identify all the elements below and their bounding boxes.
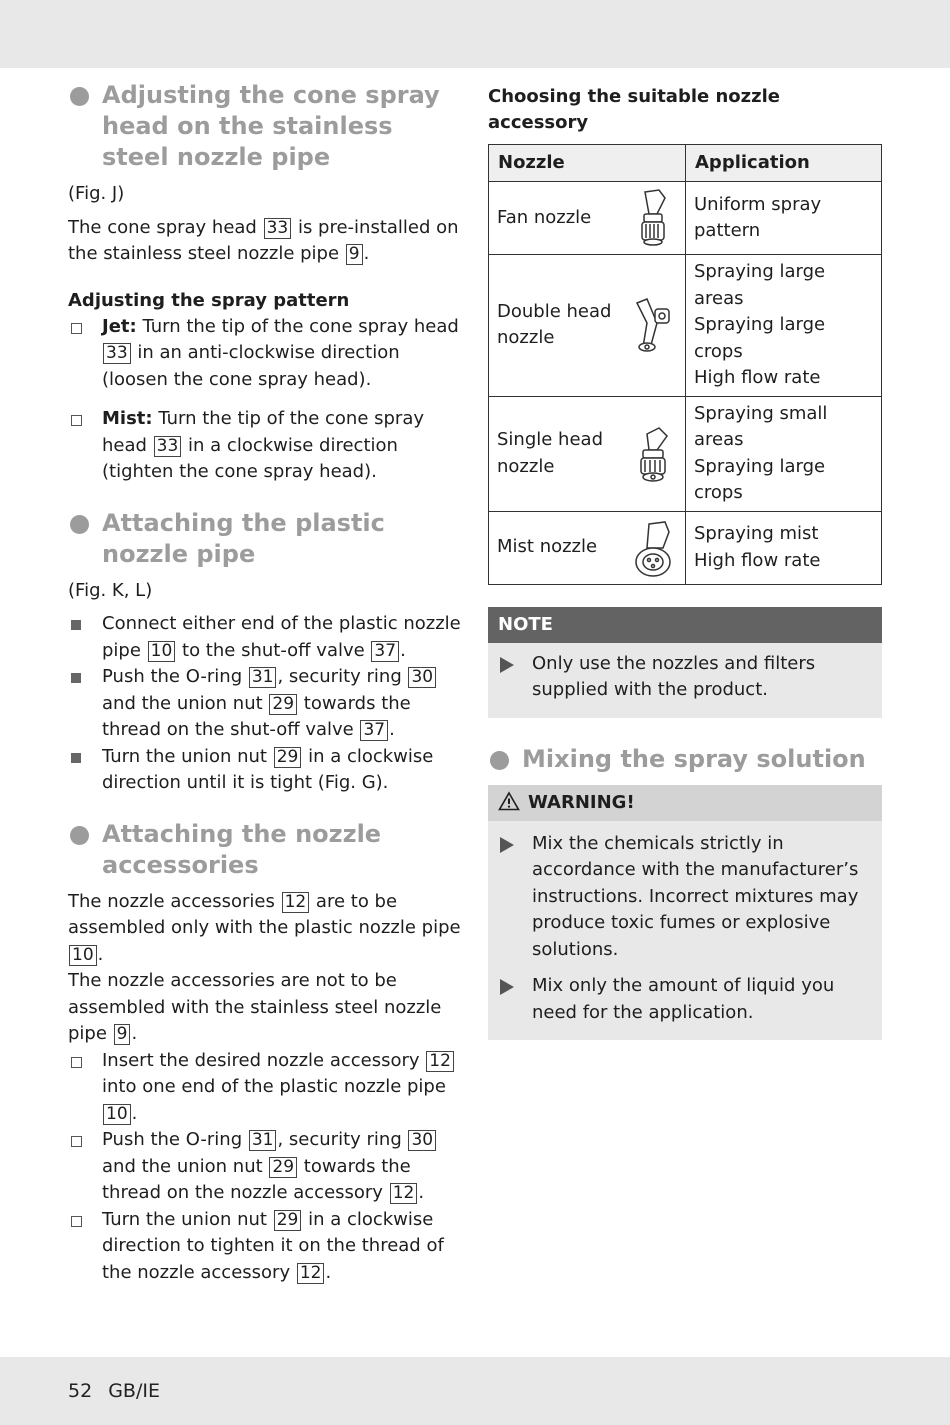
nozzle-cell: Double head nozzle <box>489 255 686 397</box>
fig-ref: (Fig. K, L) <box>68 579 153 601</box>
nozzle-table <box>488 144 882 585</box>
double-head-nozzle-icon <box>631 295 675 355</box>
warning-item: Mix only the amount of liquid you need for the application. <box>498 973 866 1026</box>
paragraph: The nozzle accessories are not to be assembled with the stainless steel nozzle pipe 9 . <box>68 970 442 1044</box>
step-list <box>68 1048 463 1287</box>
bullet-dot-icon <box>70 826 89 845</box>
page-footer <box>68 1380 176 1402</box>
table-header-row <box>489 145 882 182</box>
checkbox-square-icon <box>71 1048 85 1074</box>
table-title: Choosing the suitable nozzle accessory <box>488 86 780 133</box>
nozzle-cell: Fan nozzle <box>489 182 686 255</box>
part-number: 37 <box>360 720 388 741</box>
note-heading: NOTE <box>488 607 882 643</box>
part-number: 33 <box>154 436 182 457</box>
step-item: Push the O-ring 31 , security ring 30 and the union nut 29 towards the thread on the nozzle accessory 12 . <box>68 1127 463 1207</box>
single-head-nozzle-icon <box>631 424 675 484</box>
square-bullet-icon <box>71 664 85 690</box>
fig-ref: (Fig. J) <box>68 183 125 204</box>
square-bullet-icon <box>71 611 85 637</box>
warning-box <box>488 785 882 1041</box>
section-heading-mixing: Mixing the spray solution <box>488 744 882 775</box>
bullet-dot-icon <box>70 515 89 534</box>
part-number: 31 <box>249 1130 277 1151</box>
step-item: Turn the union nut 29 in a clockwise direction to tighten it on the thread of the nozzle accessory 12 . <box>68 1207 463 1287</box>
part-number: 12 <box>426 1051 454 1072</box>
paragraph: The nozzle accessories 12 are to be assembled only with the plastic nozzle pipe 10 . <box>68 890 461 965</box>
warning-triangle-icon <box>498 791 520 811</box>
triangle-bullet-icon <box>500 979 514 995</box>
table-row <box>489 511 882 584</box>
part-number: 10 <box>103 1104 131 1125</box>
triangle-bullet-icon <box>500 657 514 673</box>
table-row <box>489 182 882 255</box>
locale-label: GB/IE <box>108 1380 160 1402</box>
list-item: Push the O-ring 31 , security ring 30 and the union nut 29 towards the thread on the shut-off valve 37 . <box>68 664 463 744</box>
mist-nozzle-icon <box>631 518 675 578</box>
application-cell: Uniform spray pattern <box>686 182 882 255</box>
list-item: Turn the union nut 29 in a clockwise direction until it is tight (Fig. G). <box>68 744 463 797</box>
table-row <box>489 255 882 397</box>
paragraph: The cone spray head 33 is pre-installed on the stainless steel nozzle pipe 9 . <box>68 216 459 264</box>
step-item: Mist: Turn the tip of the cone spray head 33 in a clockwise direction (tighten the cone spray head). <box>68 406 463 486</box>
list-item: Connect either end of the plastic nozzle pipe 10 to the shut-off valve 37 . <box>68 611 463 664</box>
step-item: Insert the desired nozzle accessory 12 into one end of the plastic nozzle pipe 10 . <box>68 1048 463 1128</box>
part-number: 30 <box>408 667 436 688</box>
part-number: 10 <box>148 641 176 662</box>
table-row <box>489 396 882 511</box>
bullet-list <box>68 611 463 797</box>
application-cell: Spraying small areas Spraying large crops <box>686 396 882 511</box>
section-heading-plastic-pipe: Attaching the plastic nozzle pipe <box>68 508 463 570</box>
section-heading-nozzle-accessories: Attaching the nozzle accessories <box>68 819 463 881</box>
triangle-bullet-icon <box>500 837 514 853</box>
nozzle-cell: Single head nozzle <box>489 396 686 511</box>
nozzle-cell: Mist nozzle <box>489 511 686 584</box>
part-number: 33 <box>103 343 131 364</box>
part-number: 12 <box>297 1263 325 1284</box>
step-item: Jet: Turn the tip of the cone spray head 33 in an anti-clockwise direction (loosen the cone spray head). <box>68 314 463 394</box>
part-number: 33 <box>264 218 292 239</box>
part-number: 37 <box>371 641 399 662</box>
part-number: 29 <box>269 694 297 715</box>
right-column <box>488 84 882 1040</box>
application-cell: Spraying mist High flow rate <box>686 511 882 584</box>
warning-item: Mix the chemicals strictly in accordance with the manufacturer’s instructions. Incorrect mixtures may produce toxic fumes or explosive solutions. <box>498 831 866 964</box>
bullet-dot-icon <box>70 87 89 106</box>
top-band <box>0 0 950 68</box>
column-header-nozzle: Nozzle <box>489 145 686 182</box>
part-number: 12 <box>390 1183 418 1204</box>
note-item: Only use the nozzles and filters supplied with the product. <box>498 651 866 704</box>
warning-heading: WARNING! <box>488 785 882 821</box>
part-number: 31 <box>249 667 277 688</box>
section-heading-cone-spray: Adjusting the cone spray head on the stainless steel nozzle pipe <box>68 80 463 173</box>
part-number: 30 <box>408 1130 436 1151</box>
square-bullet-icon <box>71 744 85 770</box>
checkbox-square-icon <box>71 1127 85 1153</box>
part-number: 29 <box>269 1157 297 1178</box>
fan-nozzle-icon <box>631 188 675 248</box>
checkbox-square-icon <box>71 406 85 432</box>
checkbox-square-icon <box>71 1207 85 1233</box>
part-number: 9 <box>114 1024 131 1045</box>
part-number: 9 <box>346 244 363 265</box>
application-cell: Spraying large areas Spraying large crops High flow rate <box>686 255 882 397</box>
subheading-spray-pattern: Adjusting the spray pattern <box>68 289 350 311</box>
note-box <box>488 607 882 718</box>
part-number: 10 <box>69 945 97 966</box>
part-number: 12 <box>282 892 310 913</box>
checkbox-square-icon <box>71 314 85 340</box>
left-column <box>68 80 463 1286</box>
part-number: 29 <box>274 1210 302 1231</box>
step-list <box>68 314 463 486</box>
bullet-dot-icon <box>490 751 509 770</box>
page-number: 52 <box>68 1380 93 1402</box>
column-header-application: Application <box>686 145 882 182</box>
part-number: 29 <box>274 747 302 768</box>
